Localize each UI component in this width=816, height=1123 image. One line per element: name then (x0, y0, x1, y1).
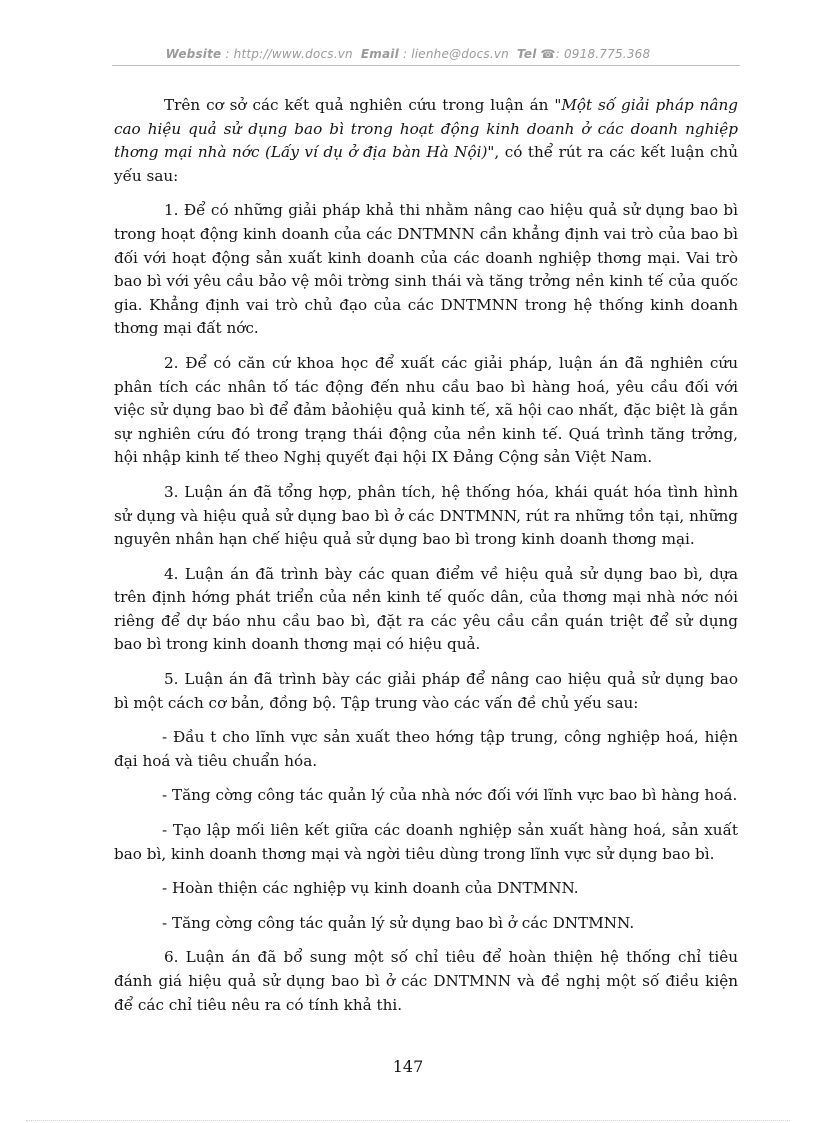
conclusion-4: 4. Luận án đã trình bày các quan điểm về hiệu quả sử dụng bao bì, dựa trên định hớng phát triển của nền kinh tế quốc dân, của thơng mại nhà nớc nói riêng để dự báo nhu cầu bao bì, đặt ra các yêu cầu cần quán triệt để sử dụng bao bì trong kinh doanh thơng mại có hiệu quả. (114, 564, 738, 654)
intro-paragraph (114, 94, 738, 188)
tel-value: : 0918.775.368 (555, 47, 651, 61)
measure-4: - Hoàn thiện các nghiệp vụ kinh doanh của DNTMNN. (162, 879, 579, 898)
tel-label: Tel (517, 47, 537, 61)
conclusion-3: 3. Luận án đã tổng hợp, phân tích, hệ thống hóa, khái quát hóa tình hình sử dụng và hiệu quả sử dụng bao bì ở các DNTMNN, rút ra những tồn tại, những nguyên nhân hạn chế hiệu quả sử dụng bao bì trong kinh doanh thơng mại. (114, 482, 738, 549)
measure-1: - Đầu t cho lĩnh vực sản xuất theo hớng tập trung, công nghiệp hoá, hiện đại hoá và tiêu chuẩn hóa. (114, 728, 738, 770)
thesis-title: Một số giải pháp nâng cao hiệu quả sử dụng bao bì trong hoạt động kinh doanh ở các doanh nghiệp thơng mại nhà nớc (Lấy ví dụ ở địa bàn Hà Nội) (114, 96, 738, 162)
header-divider (112, 65, 740, 66)
page-header (0, 47, 816, 61)
intro-lead: Trên cơ sở các kết quả nghiên cứu trong luận án " (164, 96, 562, 114)
website-value: : http://www.docs.vn (225, 47, 353, 61)
conclusion-5: 5. Luận án đã trình bày các giải pháp để nâng cao hiệu quả sử dụng bao bì một cách cơ bản, đồng bộ. Tập trung vào các vấn đề chủ yếu sau: (114, 670, 738, 712)
website-label: Website (165, 47, 222, 61)
page-number: 147 (392, 1057, 424, 1076)
footer-divider (26, 1120, 790, 1121)
document-body (114, 94, 738, 1028)
intro-tail: ", có thể rút ra các kết luận chủ yếu sau: (114, 143, 738, 185)
measure-2: - Tăng cờng công tác quản lý của nhà nớc đối với lĩnh vực bao bì hàng hoá. (162, 786, 738, 805)
phone-icon: ☎ (540, 47, 556, 61)
email-label: Email (360, 47, 399, 61)
email-value: : lienhe@docs.vn (402, 47, 509, 61)
measure-3: - Tạo lập mối liên kết giữa các doanh nghiệp sản xuất hàng hoá, sản xuất bao bì, kinh doanh thơng mại và ngời tiêu dùng trong lĩnh vực sử dụng bao bì. (114, 821, 738, 863)
conclusion-1: 1. Để có những giải pháp khả thi nhằm nâng cao hiệu quả sử dụng bao bì trong hoạt động kinh doanh của các DNTMNN cần khẳng định vai trò của bao bì đối với hoạt động sản xuất kinh doanh của các doanh nghiệp thơng mại. Vai trò bao bì với yêu cầu bảo vệ môi trờng sinh thái và tăng trởng nền kinh tế của quốc gia. Khẳng định vai trò chủ đạo của các DNTMNN trong hệ thống kinh doanh thơng mại đất nớc. (114, 201, 738, 338)
conclusion-2: 2. Để có căn cứ khoa học để xuất các giải pháp, luận án đã nghiên cứu phân tích các nhân tố tác động đến nhu cầu bao bì hàng hoá, yêu cầu đối với việc sử dụng bao bì để đảm bảohiệu quả kinh tế, xã hội cao nhất, đặc biệt là gắn sự nghiên cứu đó trong trạng thái động của nền kinh tế. Quá trình tăng trởng, hội nhập kinh tế theo Nghị quyết đại hội IX Đảng Cộng sản Việt Nam. (114, 353, 738, 467)
measure-5: - Tăng cờng công tác quản lý sử dụng bao bì ở các DNTMNN. (162, 913, 635, 932)
conclusion-6: 6. Luận án đã bổ sung một số chỉ tiêu để hoàn thiện hệ thống chỉ tiêu đánh giá hiệu quả sử dụng bao bì ở các DNTMNN và đề nghị một số điều kiện để các chỉ tiêu nêu ra có tính khả thi. (114, 948, 738, 1014)
